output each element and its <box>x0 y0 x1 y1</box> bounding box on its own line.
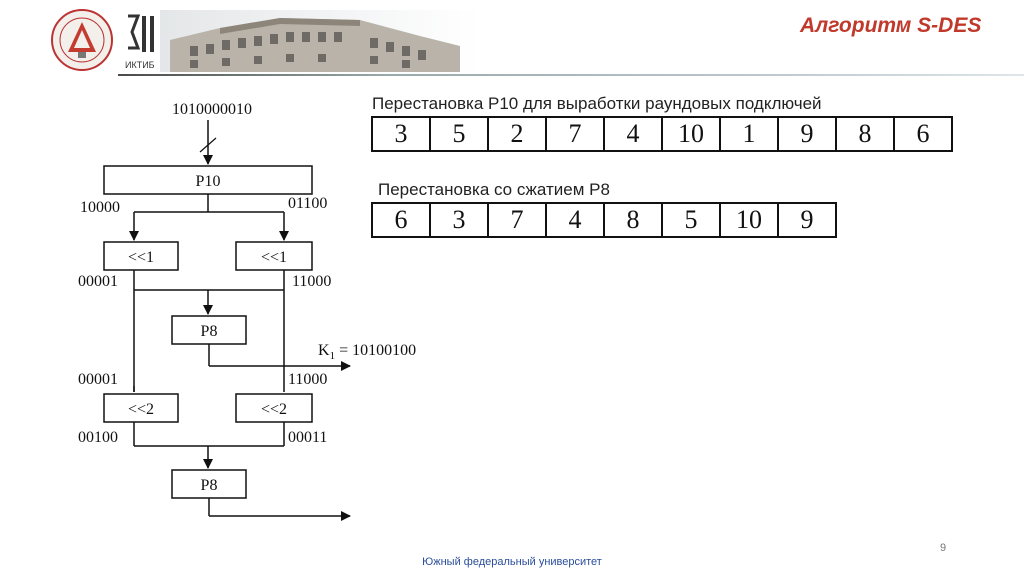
k1-label: $K_1 = 10100100$ <box>318 342 417 362</box>
left-after-shift1: 00001 <box>78 273 118 290</box>
ictib-logo <box>124 12 156 74</box>
table-cell: 3 <box>372 117 430 151</box>
table-cell: 2 <box>488 117 546 151</box>
ictib-logo-text: ИКТИБ <box>125 60 155 70</box>
table-cell: 5 <box>430 117 488 151</box>
p10-table <box>371 116 953 152</box>
footer-text: Южный федеральный университет <box>422 556 602 568</box>
p8-table-caption: Перестановка со сжатием P8 <box>378 180 610 199</box>
table-cell: 4 <box>546 203 604 237</box>
table-cell: 10 <box>720 203 778 237</box>
table-cell: 3 <box>430 203 488 237</box>
building-photo <box>160 10 480 72</box>
right-half-1: 01100 <box>288 195 328 212</box>
left-pass-label: 00001 <box>78 371 118 388</box>
header-divider <box>118 74 1024 76</box>
table-cell: 7 <box>488 203 546 237</box>
shift2-right-label: <<2 <box>260 401 288 418</box>
table-cell: 10 <box>662 117 720 151</box>
table-cell: 8 <box>836 117 894 151</box>
shift1-left-label: <<1 <box>127 249 155 266</box>
table-cell: 6 <box>372 203 430 237</box>
page-number: 9 <box>940 542 947 554</box>
input-key-label: 1010000010 <box>172 101 252 118</box>
right-after-shift1: 11000 <box>292 273 332 290</box>
shift2-left-label: <<2 <box>127 401 155 418</box>
table-cell: 6 <box>894 117 952 151</box>
p10-table-caption: Перестановка P10 для выработки раундовых подключей <box>372 94 822 113</box>
table-cell: 9 <box>778 117 836 151</box>
shift1-right-label: <<1 <box>260 249 288 266</box>
p10-box-label: P10 <box>195 173 221 190</box>
slide-header <box>0 0 1024 80</box>
left-half-1: 10000 <box>80 199 120 216</box>
p8-box-2-label: P8 <box>200 477 218 494</box>
table-cell: 5 <box>662 203 720 237</box>
p8-box-1-label: P8 <box>200 323 218 340</box>
university-seal-logo <box>50 8 114 72</box>
table-cell: 1 <box>720 117 778 151</box>
table-cell: 4 <box>604 117 662 151</box>
slide-title: Алгоритм S-DES <box>800 14 982 37</box>
right-after-shift2: 00011 <box>288 429 328 446</box>
left-after-shift2: 00100 <box>78 429 118 446</box>
p8-table <box>371 202 837 238</box>
table-cell: 7 <box>546 117 604 151</box>
table-cell: 8 <box>604 203 662 237</box>
table-cell: 9 <box>778 203 836 237</box>
key-generation-diagram <box>60 90 460 530</box>
right-pass-label: 11000 <box>288 371 328 388</box>
